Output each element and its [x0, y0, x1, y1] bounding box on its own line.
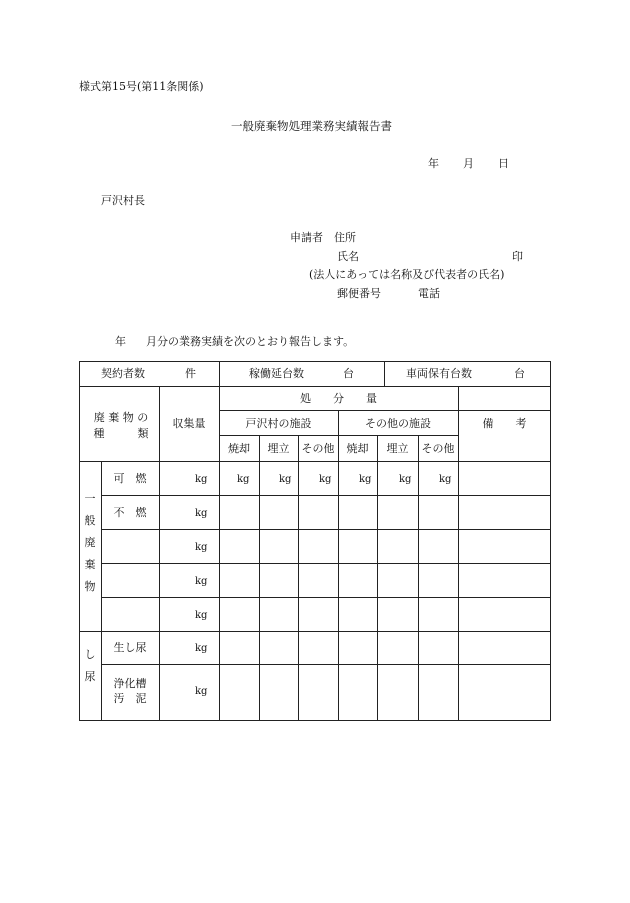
form-number: 様式第15号(第11条関係): [79, 80, 204, 93]
sub-header-landfill-village: 埋立: [267, 442, 290, 455]
row-label-noncombustible: 不 燃: [113, 506, 147, 519]
owned-vehicles-label: 車両保有台数: [406, 367, 472, 380]
unit-kg: kg: [195, 508, 208, 519]
sub-header-incineration-village: 焼却: [228, 442, 250, 455]
corporate-note: (法人にあっては名称及び代表者の氏名): [309, 268, 505, 281]
sub-header-other-other: その他: [421, 442, 455, 455]
contractors-count-label: 契約者数: [101, 367, 145, 380]
unit-kg: kg: [237, 474, 250, 485]
waste-type-header-2: 種 類: [93, 427, 149, 440]
night-soil-label: し 尿: [84, 648, 96, 683]
applicant-line: [290, 231, 356, 244]
addressee: 戸沢村長: [101, 194, 145, 207]
applicant-label: 申請者: [290, 231, 323, 244]
unit-kg: kg: [195, 542, 208, 553]
row-label-combustible: 可 燃: [113, 472, 147, 485]
sub-header-landfill-other: 埋立: [386, 442, 409, 455]
unit-kg: kg: [195, 474, 208, 485]
disposal-amount-header: 処 分 量: [300, 392, 377, 405]
owned-vehicles-unit: 台: [514, 367, 525, 380]
unit-kg: kg: [195, 576, 208, 587]
unit-kg: kg: [439, 474, 452, 485]
waste-type-header: 廃 棄 物 の: [93, 411, 149, 424]
date-month: 月: [463, 157, 474, 170]
other-facility-header: その他の施設: [365, 417, 431, 430]
date-day: 日: [498, 157, 509, 170]
collected-amount-header: 収集量: [172, 417, 206, 430]
unit-kg: kg: [359, 474, 372, 485]
unit-kg: kg: [399, 474, 412, 485]
operating-vehicles-label: 稼働延台数: [249, 367, 304, 380]
seal-label: 印: [512, 250, 523, 263]
phone-label: 電話: [418, 287, 440, 300]
report-text: 月分の業務実績を次のとおり報告します。: [146, 335, 355, 348]
report-year: 年: [115, 335, 126, 348]
unit-kg: kg: [279, 474, 292, 485]
village-facility-header: 戸沢村の施設: [245, 417, 312, 430]
row-label-sludge: 汚 泥: [113, 692, 147, 705]
remarks-header: 備 考: [482, 417, 527, 430]
general-waste-label: 一 般 廃 棄 物: [84, 492, 96, 593]
unit-kg: kg: [195, 643, 208, 654]
date-line: [428, 157, 509, 170]
row-label-raw-night-soil: 生し尿: [113, 641, 147, 654]
date-year: 年: [428, 157, 439, 170]
contractors-unit: 件: [185, 367, 196, 380]
document-title: 一般廃棄物処理業務実績報告書: [231, 119, 392, 133]
unit-kg: kg: [195, 686, 208, 697]
report-statement: [115, 335, 354, 348]
performance-table: [79, 361, 551, 721]
postal-label: 郵便番号: [337, 287, 381, 300]
name-label: 氏名: [337, 250, 359, 263]
unit-kg: kg: [319, 474, 332, 485]
row-label-septic-tank: 浄化槽: [113, 677, 147, 690]
unit-kg: kg: [195, 610, 208, 621]
address-label: 住所: [334, 231, 356, 244]
sub-header-incineration-other: 焼却: [346, 442, 369, 455]
operating-vehicles-unit: 台: [343, 367, 354, 380]
sub-header-other-village: その他: [301, 442, 335, 455]
